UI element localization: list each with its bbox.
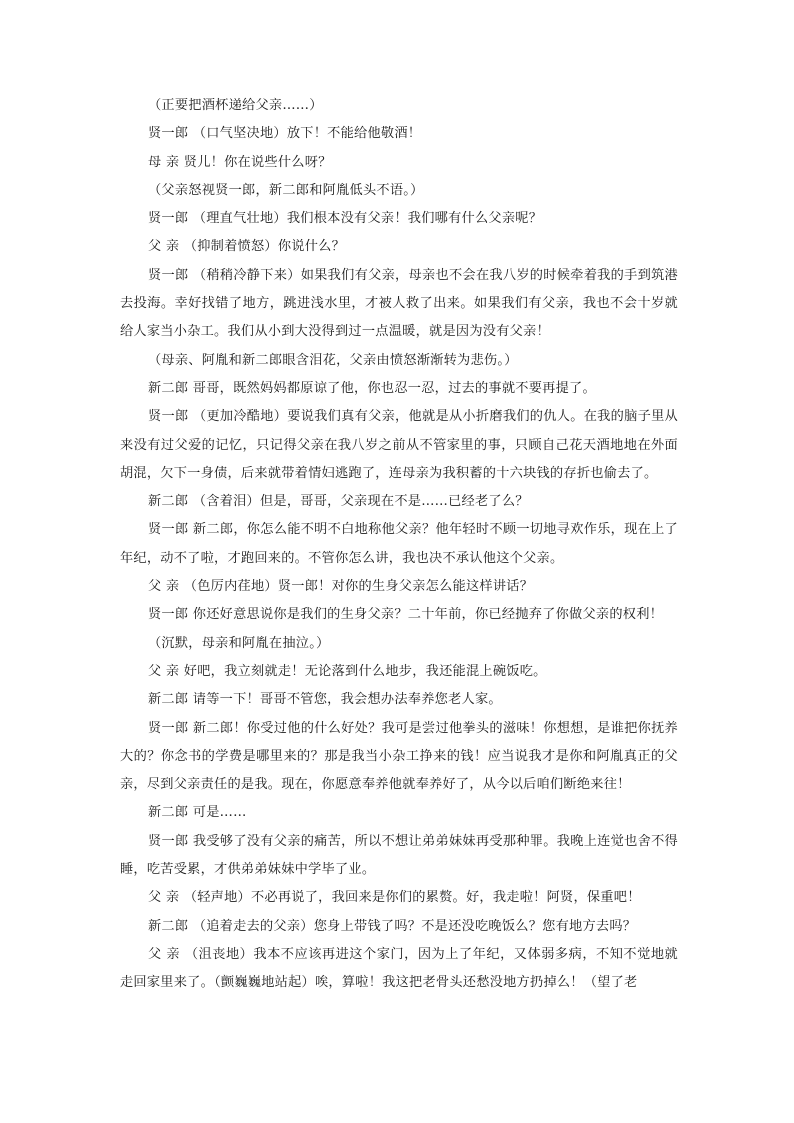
dialogue-line: 父 亲 （轻声地）不必再说了，我回来是你们的累赘。好，我走啦！阿贤，保重吧！: [148, 890, 641, 906]
dialogue-line: 贤一郎 我受够了没有父亲的痛苦，所以不想让弟弟妹妹再受那种罪。我晚上连觉也舍不得睡，吃苦受累，才供弟弟妹妹中学毕了业。: [120, 833, 678, 878]
dialogue-line: 贤一郎 新二郎，你怎么能不明不白地称他父亲？他年轻时不顾一切地寻欢作乐，现在上了年纪，动不了啦，才跑回来的。不管你怎么讲，我也决不承认他这个父亲。: [120, 522, 678, 566]
document-page: [120, 92, 678, 998]
dialogue-line: 新二郎 （含着泪）但是，哥哥，父亲现在不是……已经老了么？: [148, 494, 529, 510]
stage-direction: （父亲怒视贤一郎，新二郎和阿胤低头不语。）: [148, 182, 424, 198]
stage-direction: （母亲、阿胤和新二郎眼含泪花，父亲由愤怒渐渐转为悲伤。）: [148, 352, 518, 368]
dialogue-line: 贤一郎 （口气坚决地）放下！不能给他敬酒！: [148, 126, 422, 142]
dialogue-line: 父 亲 （抑制着愤怒）你说什么？: [148, 239, 346, 255]
dialogue-line: 贤一郎 （更加冷酷地）要说我们真有父亲，他就是从小折磨我们的仇人。在我的脑子里从来没有过父爱的记忆，只记得父亲在我八岁之前从不管家里的事，只顾自己花天酒地地在外面胡混，欠下一身债，后来就带着情妇逃跑了，连母亲为我积蓄的十六块钱的存折也偷去了。: [120, 409, 678, 481]
dialogue-line: 新二郎 可是……: [148, 805, 247, 821]
dialogue-line: 母 亲 贤儿！你在说些什么呀？: [148, 154, 332, 170]
dialogue-line: 新二郎 哥哥，既然妈妈都原谅了他，你也忍一忍，过去的事就不要再提了。: [148, 380, 596, 396]
dialogue-line: 新二郎 （追着走去的父亲）您身上带钱了吗？不是还没吃晚饭么？您有地方去吗？: [148, 918, 637, 934]
dialogue-line: 新二郎 请等一下！哥哥不管您，我会想办法奉养您老人家。: [148, 692, 502, 708]
dialogue-line: 父 亲 （沮丧地）我本不应该再进这个家门，因为上了年纪，又体弱多病，不知不觉地就走回家里来了。（颤巍巍地站起）唉，算啦！我这把老骨头还愁没地方扔掉么！（望了老: [120, 946, 678, 991]
dialogue-line: 贤一郎 （理直气壮地）我们根本没有父亲！我们哪有什么父亲呢？: [148, 211, 543, 227]
stage-direction: （沉默，母亲和阿胤在抽泣。）: [148, 635, 330, 651]
dialogue-line: 贤一郎 （稍稍冷静下来）如果我们有父亲，母亲也不会在我八岁的时候牵着我的手到筑港去投海。幸好找错了地方，跳进浅水里，才被人救了出来。如果我们有父亲，我也不会十岁就给人家当小杂工。我们从小到大没得到过一点温暖，就是因为没有父亲！: [120, 267, 678, 340]
dialogue-line: 贤一郎 新二郎！你受过他的什么好处？我可是尝过他拳头的滋味！你想想，是谁把你抚养大的？你念书的学费是哪里来的？那是我当小杂工挣来的钱！应当说我才是你和阿胤真正的父亲，尽到父亲责任的是我。现在，你愿意奉养他就奉养好了，从今以后咱们断绝来往！: [120, 720, 678, 793]
dialogue-line: 父 亲 （色厉内荏地）贤一郎！对你的生身父亲怎么能这样讲话？: [148, 579, 534, 595]
stage-direction: （正要把酒杯递给父亲……）: [148, 98, 323, 113]
dialogue-line: 父 亲 好吧，我立刻就走！无论落到什么地步，我还能混上碗饭吃。: [148, 663, 547, 679]
dialogue-line: 贤一郎 你还好意思说你是我们的生身父亲？二十年前，你已经抛弃了你做父亲的权利！: [148, 607, 664, 623]
